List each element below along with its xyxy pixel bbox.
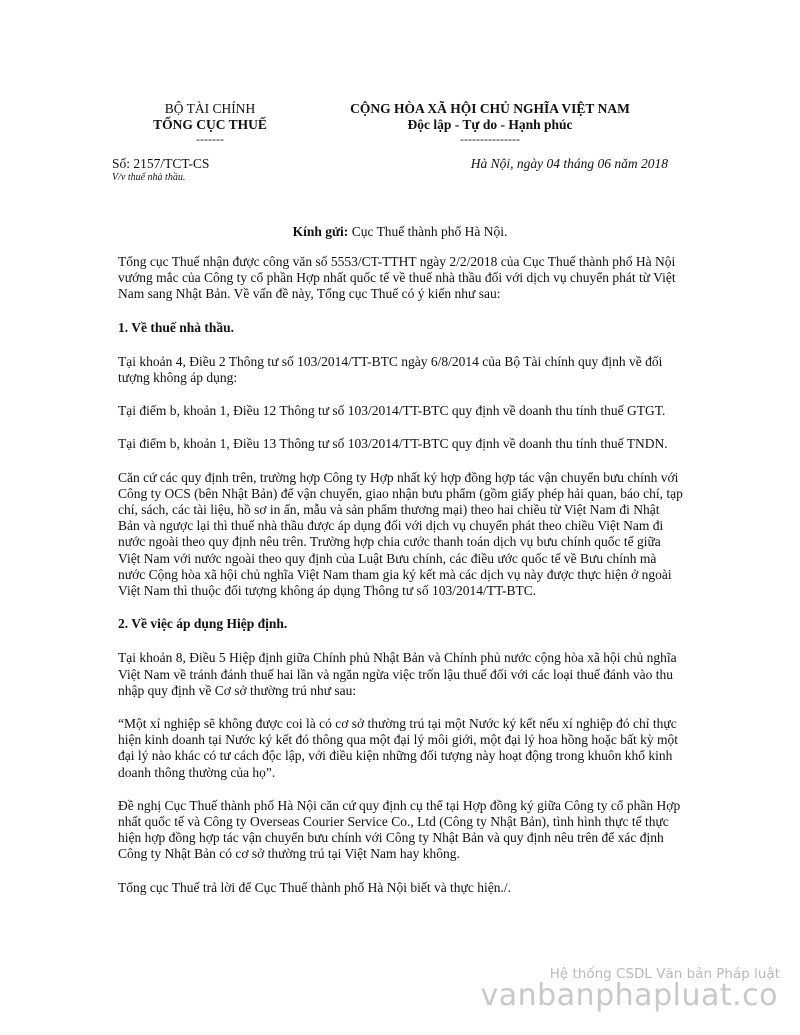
paragraph-4: Căn cứ các quy định trên, trường hợp Công ty Hợp nhất ký hợp đồng hợp tác vận chuyển bưu chính với Công ty OCS (bên Nhật Bản) để vận chuyển, giao nhận bưu phẩm (gồm giấy phép hải quan, báo chí, tạp chí, sách, các tài liệu, hồ sơ in ấn, mẫu và sản phẩm thương mại) theo hai chiều từ Việt Nam đi Nhật Bản và ngược lại thì thuế nhà thầu được áp dụng đối với dịch vụ chuyển phát theo chiều Việt Nam đi nước ngoài theo quy định nêu trên. Trường hợp chia cước thanh toán dịch vụ bưu chính quốc tế giữa Việt Nam với nước ngoài theo quy định của Luật Bưu chính, các điều ước quốc tế về Bưu chính mà nước Cộng hòa xã hội chủ nghĩa Việt Nam tham gia ký kết mà các dịch vụ này được thực hiện ở ngoài Việt Nam thì thuộc đối tượng không áp dụng Thông tư số 103/2014/TT-BTC. — [118, 469, 683, 599]
watermark-domain: vanbanphapluat.co — [480, 978, 778, 1013]
nation-title: CỘNG HÒA XÃ HỘI CHỦ NGHĨA VIỆT NAM — [350, 101, 630, 116]
issuer-block — [110, 101, 310, 145]
paragraph-3: Tại điểm b, khoản 1, Điều 13 Thông tư số 103/2014/TT-BTC quy định về doanh thu tính thuế TNDN. — [118, 436, 668, 452]
addressee-label: Kính gửi: — [292, 224, 349, 239]
section-1-title: 1. Về thuế nhà thầu. — [118, 319, 235, 335]
paragraph-2: Tại điểm b, khoản 1, Điều 12 Thông tư số 103/2014/TT-BTC quy định về doanh thu tính thuế GTGT. — [118, 403, 666, 419]
section-2-title: 2. Về việc áp dụng Hiệp định. — [118, 616, 288, 632]
intro-paragraph: Tổng cục Thuế nhận được công văn số 5553/CT-TTHT ngày 2/2/2018 của Cục Thuế thành phố Hà Nội vướng mắc của Công ty cổ phần Hợp nhất quốc tế về thuế nhà thầu đối với dịch vụ chuyển phát từ Việt Nam sang Nhật Bản. Về vấn đề này, Tổng cục Thuế có ý kiến như sau: — [118, 254, 676, 302]
issuer-divider: ------- — [196, 132, 224, 146]
closing-paragraph: Tổng cục Thuế trả lời để Cục Thuế thành phố Hà Nội biết và thực hiện./. — [118, 879, 511, 895]
watermark-caption: Hệ thống CSDL Văn bản Pháp luật — [549, 966, 780, 982]
nation-motto: Độc lập - Tự do - Hạnh phúc — [407, 117, 573, 132]
paragraph-6-quote: “Một xí nghiệp sẽ không được coi là có cơ sở thường trú tại một Nước ký kết nếu xí nghiệp đó chỉ thực hiện kinh doanh tại Nước ký kết đó thông qua một đại lý môi giới, một đại lý hoa hồng hoặc bất kỳ một đại lý nào khác có tư cách độc lập, với điều kiện những đối tượng này hoạt động trong khuôn khổ kinh doanh thông thường của họ”. — [118, 716, 679, 780]
nation-divider: --------------- — [460, 132, 520, 146]
paragraph-1: Tại khoản 4, Điều 2 Thông tư số 103/2014/TT-BTC ngày 6/8/2014 của Bộ Tài chính quy định về đối tượng không áp dụng: — [118, 353, 663, 386]
document-number: Số: 2157/TCT-CS — [112, 156, 210, 171]
addressee-name: Cục Thuế thành phố Hà Nội. — [348, 224, 508, 239]
addressee-line — [0, 224, 800, 240]
document-subject: V/v thuế nhà thầu. — [112, 172, 186, 183]
nation-block — [330, 101, 650, 145]
paragraph-5: Tại khoản 8, Điều 5 Hiệp định giữa Chính phủ Nhật Bản và Chính phủ nước cộng hòa xã hội chủ nghĩa Việt Nam về tránh đánh thuế hai lần và ngăn ngừa việc trốn lậu thuế đối với các loại thuế đánh vào thu nhập quy định về Cơ sở thường trú như sau: — [118, 650, 677, 698]
department-name: TỔNG CỤC THUẾ — [153, 117, 267, 132]
document-body — [118, 254, 683, 913]
paragraph-7: Đề nghị Cục Thuế thành phố Hà Nội căn cứ quy định cụ thể tại Hợp đồng ký giữa Công ty cổ phần Hợp nhất quốc tế và Công ty Overseas Courier Service Co., Ltd (Công ty Nhật Bản), tình hình thực tế thực hiện hợp đồng hợp tác vận chuyển bưu chính với Công ty Nhật Bản và quy định nêu trên để xác định Công ty Nhật Bản có cơ sở thường trú tại Việt Nam hay không. — [118, 797, 681, 862]
place-date: Hà Nội, ngày 04 tháng 06 năm 2018 — [470, 156, 668, 171]
ministry-name: BỘ TÀI CHÍNH — [164, 101, 256, 116]
